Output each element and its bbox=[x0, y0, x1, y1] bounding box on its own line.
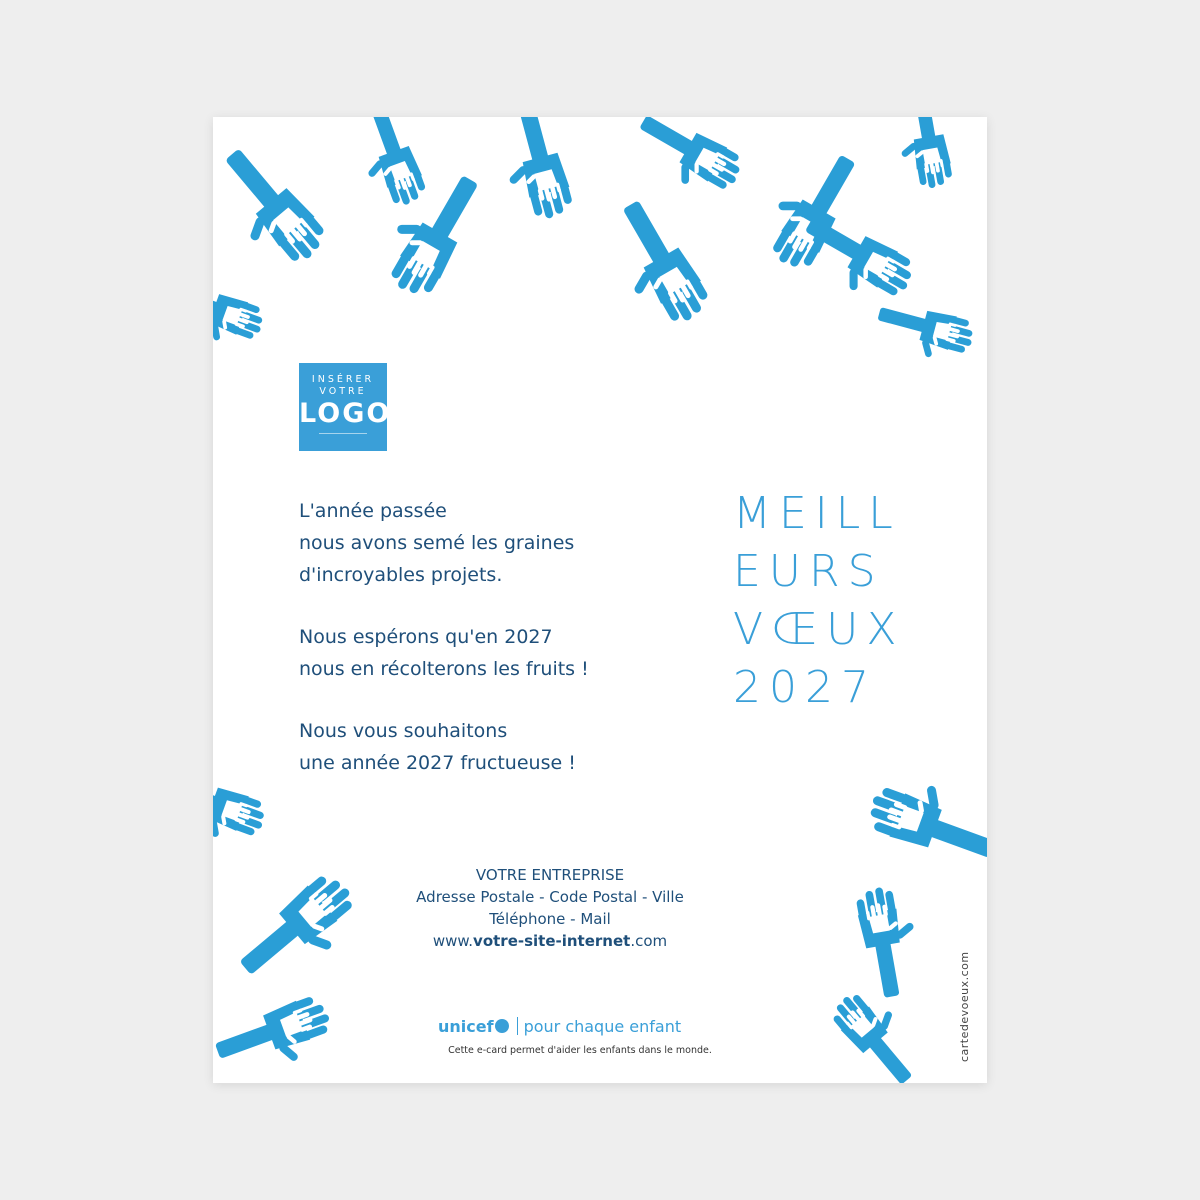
ecard-note: Cette e-card permet d'aider les enfants dans le monde. bbox=[448, 1045, 712, 1056]
logo-line-2: VOTRE bbox=[319, 386, 367, 397]
company-address: Adresse Postale - Code Postal - Ville bbox=[416, 888, 684, 906]
greeting-card bbox=[213, 117, 987, 1083]
logo-line-1: INSÉRER bbox=[311, 374, 375, 385]
company-name: VOTRE ENTREPRISE bbox=[475, 866, 625, 884]
message-line: une année 2027 fructueuse ! bbox=[299, 752, 576, 774]
greeting-line: VŒUX bbox=[733, 604, 905, 655]
website-suffix: .com bbox=[630, 932, 668, 950]
company-contact-block bbox=[370, 864, 730, 952]
website-name: votre-site-internet bbox=[473, 932, 631, 950]
logo-underline bbox=[319, 433, 367, 434]
message-line: L'année passée bbox=[299, 500, 447, 522]
greeting-line: EURS bbox=[733, 546, 884, 597]
message-paragraph-2 bbox=[299, 621, 699, 685]
season-greeting-title bbox=[733, 485, 903, 717]
unicef-tagline: pour chaque enfant bbox=[523, 1017, 682, 1036]
greeting-line: 2027 bbox=[733, 662, 877, 713]
message-line: nous en récolterons les fruits ! bbox=[299, 658, 589, 680]
company-website bbox=[370, 930, 730, 952]
message-line: d'incroyables projets. bbox=[299, 564, 503, 586]
website-prefix: www. bbox=[432, 932, 474, 950]
message-line: nous avons semé les graines bbox=[299, 532, 575, 554]
message-paragraph-3 bbox=[299, 715, 699, 779]
greeting-message bbox=[299, 495, 699, 809]
logo-text: LOGO bbox=[299, 398, 392, 429]
unicef-globe-icon bbox=[495, 1019, 509, 1033]
unicef-logo-text: unicef bbox=[438, 1017, 494, 1036]
unicef-signature bbox=[438, 1017, 738, 1036]
site-credit: cartedevoeux.com bbox=[958, 951, 971, 1062]
unicef-divider bbox=[517, 1017, 518, 1035]
company-phone-mail: Téléphone - Mail bbox=[489, 910, 611, 928]
greeting-line: MEILL bbox=[733, 488, 901, 539]
logo-placeholder bbox=[299, 363, 392, 451]
message-line: Nous vous souhaitons bbox=[299, 720, 508, 742]
message-paragraph-1 bbox=[299, 495, 699, 591]
message-line: Nous espérons qu'en 2027 bbox=[299, 626, 553, 648]
